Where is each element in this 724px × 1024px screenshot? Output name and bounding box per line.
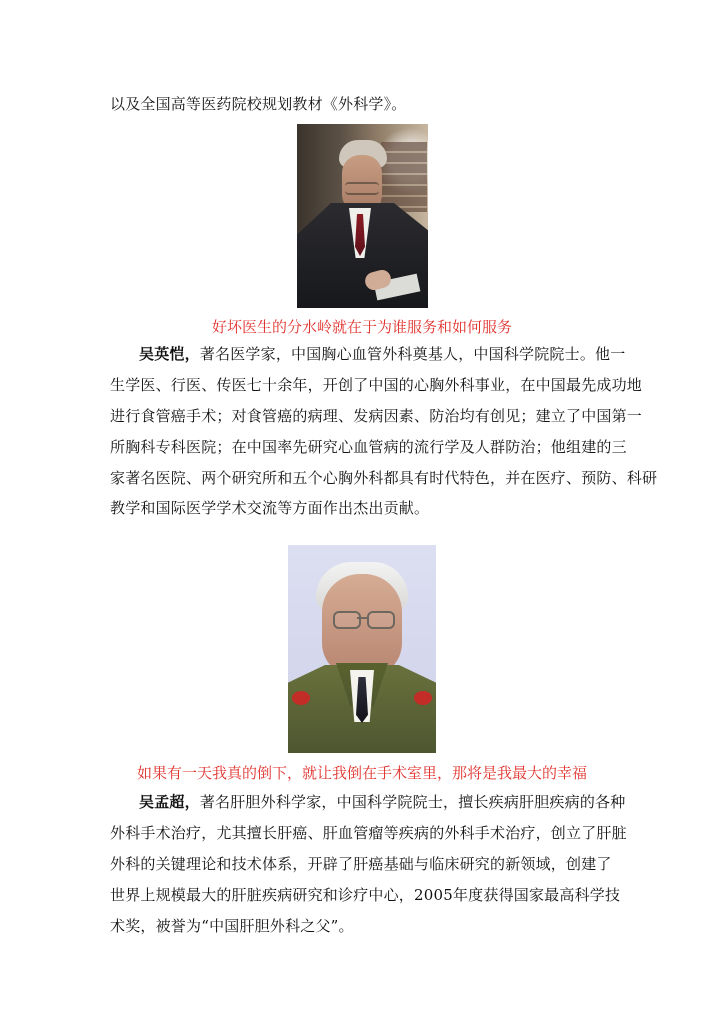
bio-wu-yingkai-line-5: 家著名医院、两个研究所和五个心胸外科都具有时代特色，并在医疗、预防、科研 [110, 469, 658, 487]
bio-wu-yingkai-line-4: 所胸科专科医院；在中国率先研究心血管病的流行学及人群防治；他组建的三 [110, 438, 627, 456]
bio-wu-yingkai-line-3: 进行食管癌手术；对食管癌的病理、发病因素、防治均有创见；建立了中国第一 [110, 407, 643, 425]
glasses-left-shape [333, 611, 361, 629]
bio-wu-mengchao-line-5: 术奖，被誉为“中国肝胆外科之父”。 [110, 917, 354, 935]
bio-wu-yingkai-line-6: 教学和国际医学学术交流等方面作出杰出贡献。 [110, 499, 430, 517]
bio-wu-mengchao-line-3: 外科的关键理论和技术体系，开辟了肝癌基础与临床研究的新领域，创建了 [110, 855, 612, 873]
bio-wu-mengchao-text-1: 著名肝胆外科学家，中国科学院院士，擅长疾病肝胆疾病的各种 [199, 793, 626, 811]
bookshelf-background [381, 142, 427, 212]
portrait-photo-wu-mengchao [288, 545, 436, 753]
glasses-shape [345, 182, 379, 195]
caption-wu-yingkai: 好坏医生的分水岭就在于为谁服务和如何服务 [211, 318, 512, 336]
bio-wu-mengchao-line-2: 外科手术治疗，尤其擅长肝癌、肝血管瘤等疾病的外科手术治疗，创立了肝脏 [110, 824, 627, 842]
shoulder-insignia-right [414, 691, 432, 705]
bio-wu-yingkai-line-2: 生学医、行医、传医七十余年，开创了中国的心胸外科事业，在中国最先成功地 [110, 376, 643, 394]
portrait-photo-wu-yingkai [297, 124, 428, 308]
bio-wu-mengchao-line-4: 世界上规模最大的肝脏疾病研究和诊疗中心，2005年度获得国家最高科学技 [110, 886, 621, 904]
glasses-bridge-shape [357, 617, 367, 619]
caption-wu-mengchao: 如果有一天我真的倒下，就让我倒在手术室里，那将是我最大的幸福 [136, 764, 587, 782]
name-wu-mengchao: 吴孟超， [139, 793, 200, 811]
glasses-right-shape [367, 611, 395, 629]
intro-text-line: 以及全国高等医药院校规划教材《外科学》。 [110, 95, 407, 113]
bio-wu-yingkai-text-1: 著名医学家，中国胸心血管外科奠基人，中国科学院院士。他一 [199, 345, 626, 363]
bio-wu-yingkai-line-1 [139, 343, 626, 365]
shoulder-insignia-left [292, 691, 310, 705]
name-wu-yingkai: 吴英恺， [139, 345, 200, 363]
bio-wu-mengchao-line-1 [139, 791, 626, 813]
